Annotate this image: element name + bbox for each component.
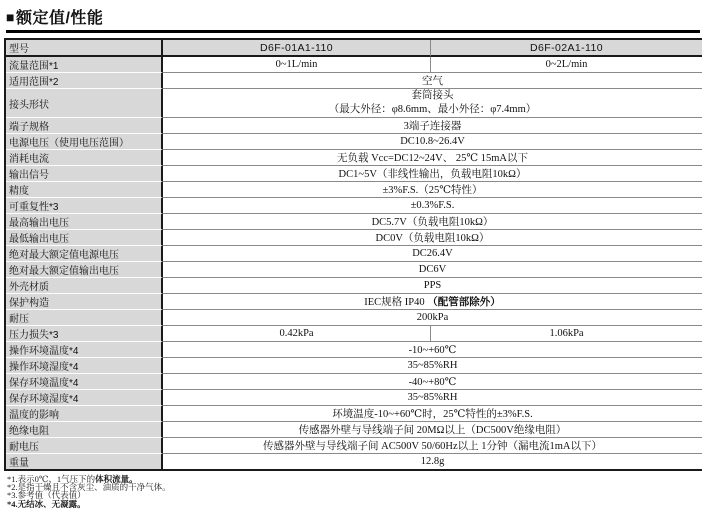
row-label: 操作环境湿度*4 [6, 358, 163, 374]
row-value: 1.06kPa [430, 326, 702, 342]
footnote-line: *1.表示0℃、1气压下的体积流量。 [7, 474, 138, 484]
row-value-line: 套筒接头 [411, 90, 454, 101]
row-value: ±0.3%F.S. [163, 198, 702, 214]
table-row [6, 438, 702, 454]
table-row [6, 342, 702, 358]
table-row [6, 326, 702, 342]
footnote-line: *4.无结冰、无凝露。 [7, 498, 86, 509]
row-value: DC10.8~26.4V [163, 134, 702, 150]
row-value: -10~+60℃ [163, 342, 702, 358]
row-value: 35~85%RH [163, 358, 702, 374]
model-header-cell-1: D6F-01A1-110 [163, 40, 430, 57]
row-label: 耐压 [6, 310, 163, 326]
row-value: 0~2L/min [430, 57, 702, 73]
row-value-line: （最大外径：φ8.6mm、最小外径：φ7.4mm） [328, 104, 537, 115]
row-value: DC26.4V [163, 246, 702, 262]
row-value: DC6V [163, 262, 702, 278]
row-value: 传感器外壁与导线端子间 20MΩ以上（DC500V绝缘电阻） [163, 422, 702, 438]
row-value: 3端子连接器 [163, 118, 702, 134]
row-label: 接头形状 [6, 89, 163, 118]
row-label: 电源电压（使用电压范围） [6, 134, 163, 150]
row-label: 流量范围*1 [6, 57, 163, 73]
table-row [6, 422, 702, 438]
table-row [6, 230, 702, 246]
row-label: 绝对最大额定值输出电压 [6, 262, 163, 278]
row-value [163, 89, 702, 118]
row-label: 可重复性*3 [6, 198, 163, 214]
row-label: 输出信号 [6, 166, 163, 182]
table-row [6, 374, 702, 390]
row-label: 精度 [6, 182, 163, 198]
row-label: 压力损失*3 [6, 326, 163, 342]
row-label: 温度的影响 [6, 406, 163, 422]
table-row [6, 198, 702, 214]
table-row [6, 454, 702, 469]
row-value: DC0V（负载电阻10kΩ） [163, 230, 702, 246]
row-value: 空气 [163, 73, 702, 89]
row-value: 12.8g [163, 454, 702, 469]
row-value: -40~+80℃ [163, 374, 702, 390]
section-title [6, 5, 699, 28]
section-title-text: 额定值/性能 [15, 10, 104, 27]
table-row [6, 166, 702, 182]
spec-table [4, 38, 702, 471]
row-label: 耐电压 [6, 438, 163, 454]
row-value: 200kPa [163, 310, 702, 326]
table-row [6, 89, 702, 118]
row-value: 0.42kPa [163, 326, 430, 342]
row-label: 保存环境温度*4 [6, 374, 163, 390]
section-marker-icon: ■ [6, 8, 15, 25]
row-label: 绝缘电阻 [6, 422, 163, 438]
model-label-cell: 型号 [6, 40, 163, 57]
row-label: 保护构造 [6, 294, 163, 310]
footnotes [7, 475, 699, 508]
table-row [6, 278, 702, 294]
row-value: IEC规格 IP40 （配管部除外） [163, 294, 702, 310]
row-value: 无负载 Vcc=DC12~24V、 25℃ 15mA以下 [163, 150, 702, 166]
row-label: 端子规格 [6, 118, 163, 134]
table-row [6, 294, 702, 310]
model-header-cell-2: D6F-02A1-110 [430, 40, 702, 57]
row-label: 最高输出电压 [6, 214, 163, 230]
footnote-line: *3.参考值（代表值） [7, 490, 86, 501]
table-row [6, 150, 702, 166]
table-row [6, 310, 702, 326]
row-value: 传感器外壁与导线端子间 AC500V 50/60Hz以上 1分钟（漏电流1mA以下） [163, 438, 702, 454]
table-header-row [6, 40, 702, 57]
table-row [6, 406, 702, 422]
table-row [6, 214, 702, 230]
row-label: 保存环境湿度*4 [6, 390, 163, 406]
table-row [6, 134, 702, 150]
spec-table-body [6, 57, 702, 469]
table-row [6, 390, 702, 406]
row-label: 重量 [6, 454, 163, 469]
table-row [6, 182, 702, 198]
row-value: DC5.7V（负载电阻10kΩ） [163, 214, 702, 230]
title-rule-divider [6, 30, 700, 33]
row-value: PPS [163, 278, 702, 294]
row-value: 0~1L/min [163, 57, 430, 73]
row-value: ±3%F.S.（25℃特性） [163, 182, 702, 198]
table-row [6, 246, 702, 262]
footnote-line: *2.是指干燥且不含灰尘、油质的干净气体。 [7, 482, 171, 493]
row-label: 操作环境温度*4 [6, 342, 163, 358]
table-row [6, 118, 702, 134]
table-row [6, 73, 702, 89]
row-value: 35~85%RH [163, 390, 702, 406]
row-label: 绝对最大额定值电源电压 [6, 246, 163, 262]
row-label: 最低输出电压 [6, 230, 163, 246]
row-value: DC1~5V（非线性输出，负载电阻10kΩ） [163, 166, 702, 182]
row-label: 消耗电流 [6, 150, 163, 166]
row-label: 适用范围*2 [6, 73, 163, 89]
table-row [6, 358, 702, 374]
table-row [6, 262, 702, 278]
row-label: 外壳材质 [6, 278, 163, 294]
table-row [6, 57, 702, 73]
row-value: 环境温度-10~+60℃时，25℃特性的±3%F.S. [163, 406, 702, 422]
